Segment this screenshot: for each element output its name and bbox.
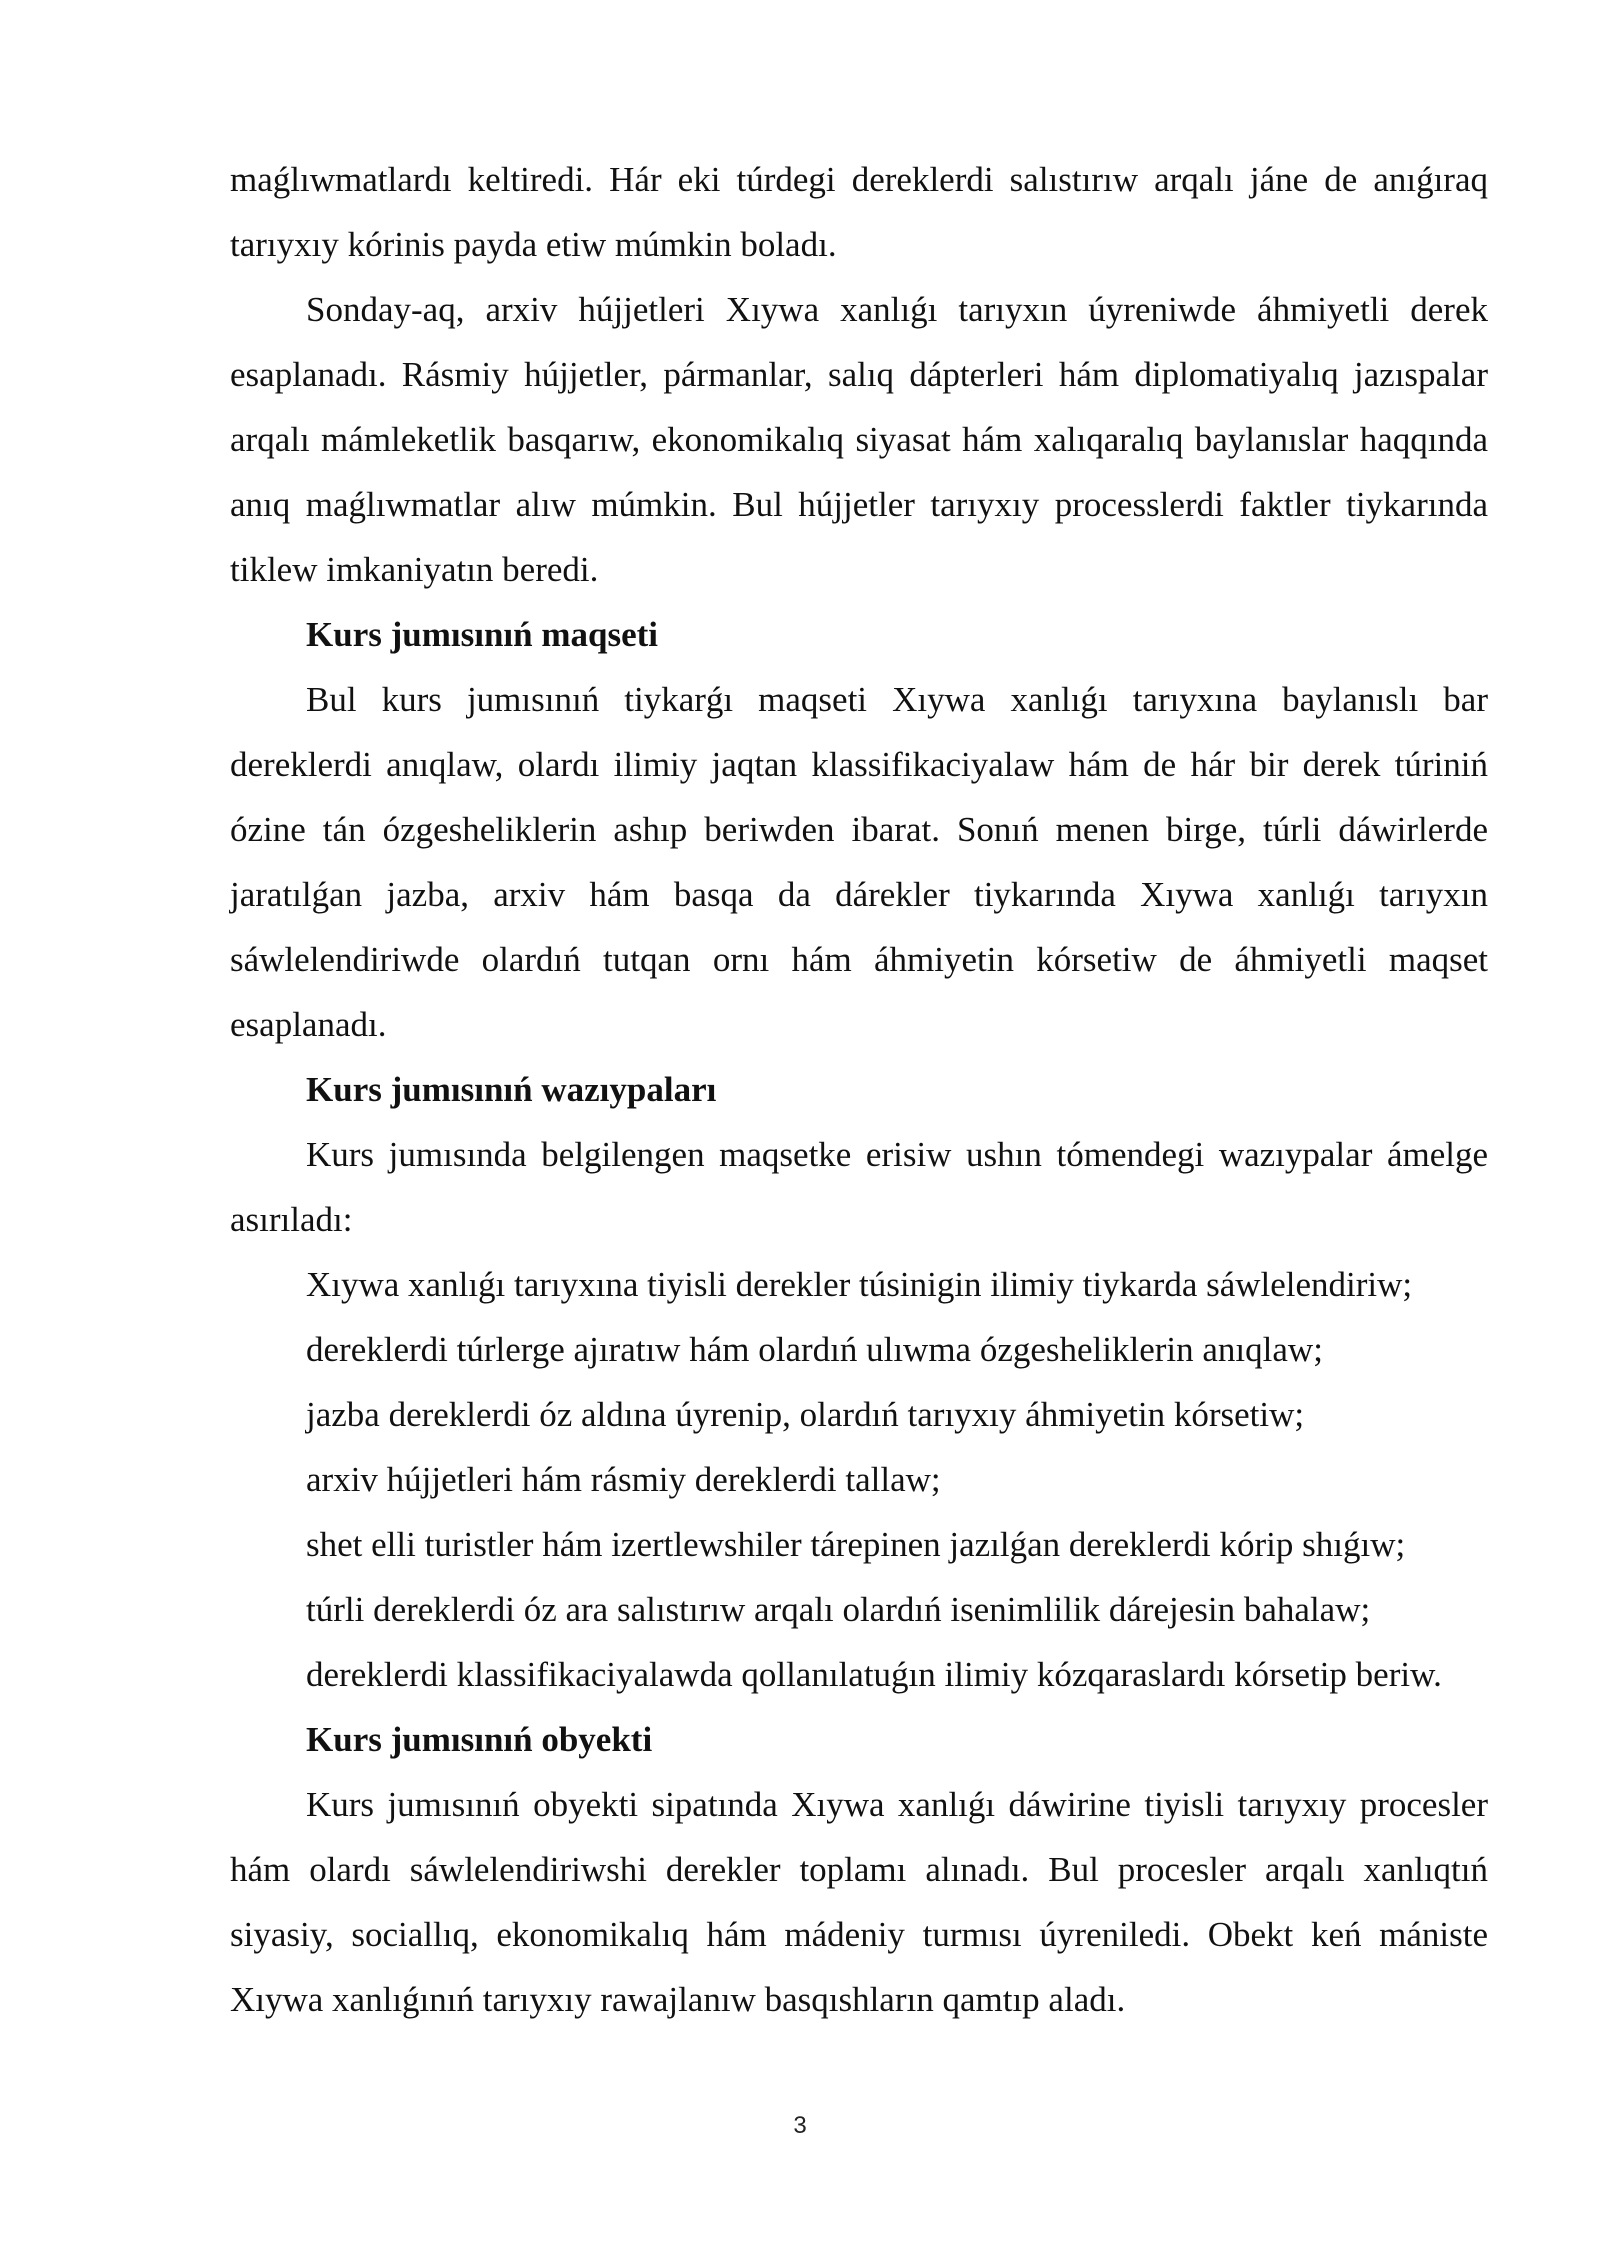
section-heading-tasks: Kurs jumısınıń wazıypaları xyxy=(306,1070,717,1109)
paragraph-tasks-intro: Kurs jumısında belgilengen maqsetke erisiw ushın tómendegi wazıypalar ámelge asırıladı: xyxy=(230,1135,1488,1239)
list-item: dereklerdi túrlerge ajıratıw hám olardıń ulıwma ózgesheliklerin anıqlaw; xyxy=(306,1330,1323,1369)
list-item: dereklerdi klassifikaciyalawda qollanılatuǵın ilimiy kózqaraslardı kórsetip beriw. xyxy=(306,1655,1442,1694)
paragraph-archive-documents: Sonday-aq, arxiv hújjetleri Xıywa xanlıǵı tarıyxın úyreniwde áhmiyetli derek esaplanadı. Rásmiy hújjetler, pármanlar, salıq dápterleri hám diplomatiyalıq jazıspalar arqalı mámleketlik basqarıw, ekonomikalıq siyasat hám xalıqaralıq baylanıslar haqqında anıq maǵlıwmatlar alıw múmkin. Bul hújjetler tarıyxıy processlerdi faktler tiykarında tiklew imkaniyatın beredi. xyxy=(230,290,1488,589)
paragraph-goal: Bul kurs jumısınıń tiykarǵı maqseti Xıywa xanlıǵı tarıyxına baylanıslı bar dereklerdi anıqlaw, olardı ilimiy jaqtan klassifikaciyalaw hám de hár bir derek túriniń ózine tán ózgesheliklerin ashıp beriwden ibarat. Sonıń menen birge, túrli dáwirlerde jaratılǵan jazba, arxiv hám basqa da dárekler tiykarında Xıywa xanlıǵı tarıyxın sáwlelendiriwde olardıń tutqan ornı hám áhmiyetin kórsetiw de áhmiyetli maqset esaplanadı. xyxy=(230,680,1488,1044)
page-number: 3 xyxy=(793,2112,807,2139)
paragraph-object: Kurs jumısınıń obyekti sipatında Xıywa xanlıǵı dáwirine tiyisli tarıyxıy procesler hám olardı sáwlelendiriwshi derekler toplamı alınadı. Bul procesler arqalı xanlıqtıń siyasiy, sociallıq, ekonomikalıq hám mádeniy turmısı úyreniledi. Obekt keń mániste Xıywa xanlıǵınıń tarıyxıy rawajlanıw basqıshların qamtıp aladı. xyxy=(230,1785,1488,2019)
list-item: Xıywa xanlıǵı tarıyxına tiyisli derekler túsinigin ilimiy tiykarda sáwlelendiriw; xyxy=(306,1265,1413,1304)
section-heading-goal: Kurs jumısınıń maqseti xyxy=(306,615,658,654)
list-item: arxiv hújjetleri hám rásmiy dereklerdi tallaw; xyxy=(306,1460,941,1499)
paragraph-continuation: maǵlıwmatlardı keltiredi. Hár eki túrdegi dereklerdi salıstırıw arqalı jáne de anıǵıraq tarıyxıy kórinis payda etiw múmkin boladı. xyxy=(230,160,1488,264)
list-item: jazba dereklerdi óz aldına úyrenip, olardıń tarıyxıy áhmiyetin kórsetiw; xyxy=(306,1395,1305,1434)
list-item: shet elli turistler hám izertlewshiler tárepinen jazılǵan dereklerdi kórip shıǵıw; xyxy=(306,1525,1406,1564)
list-item: túrli dereklerdi óz ara salıstırıw arqalı olardıń isenimlilik dárejesin bahalaw; xyxy=(306,1590,1371,1629)
section-heading-object: Kurs jumısınıń obyekti xyxy=(306,1720,653,1759)
document-page xyxy=(230,147,1488,2032)
